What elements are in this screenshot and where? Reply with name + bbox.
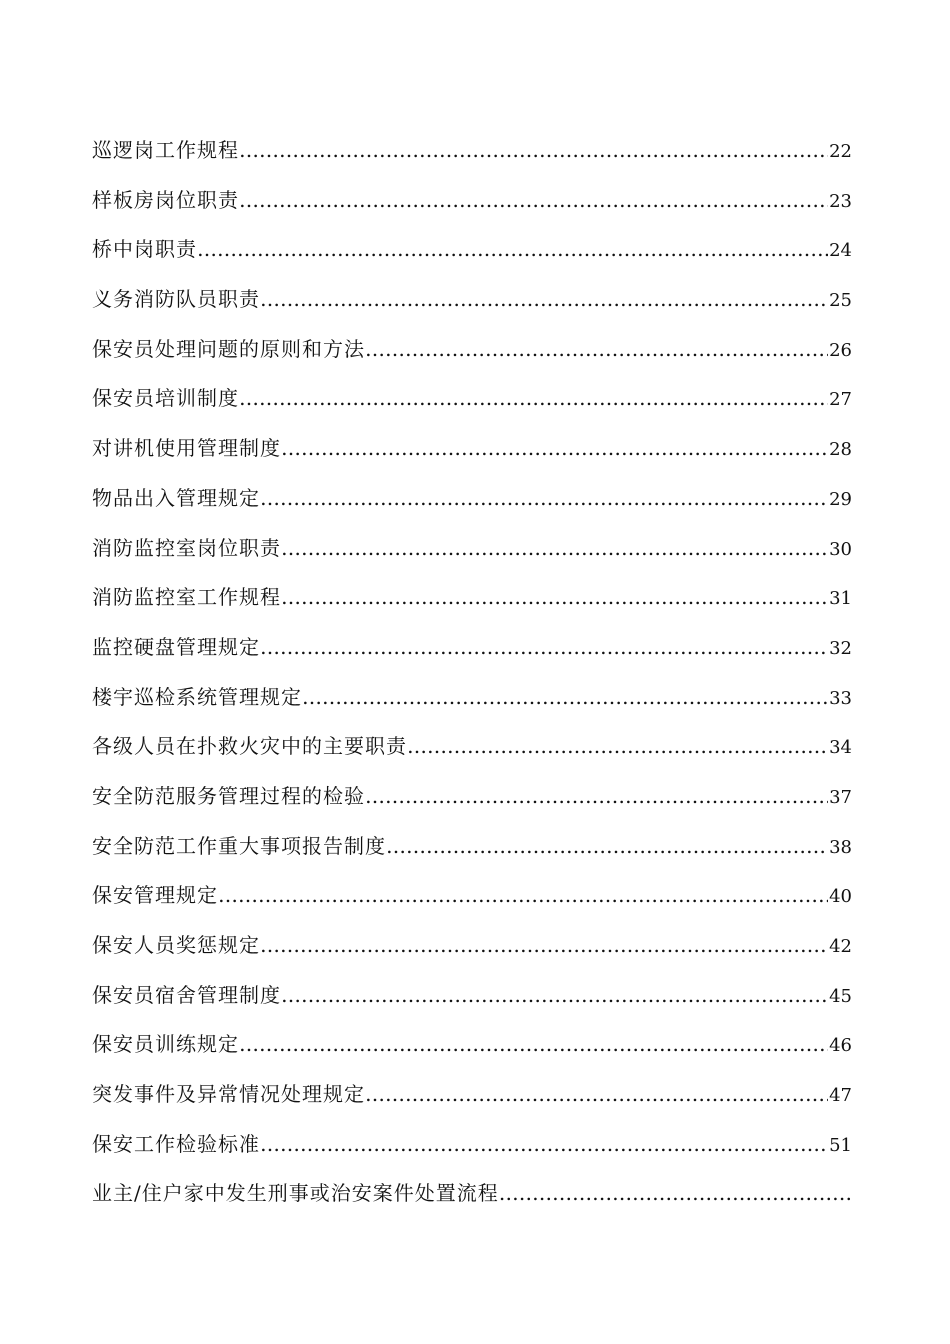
toc-dot-leader <box>197 225 828 275</box>
toc-entry-title: 突发事件及异常情况处理规定 <box>92 1082 365 1107</box>
toc-entry-title: 各级人员在扑救火灾中的主要职责 <box>92 734 407 759</box>
toc-entry-title: 安全防范服务管理过程的检验 <box>92 783 365 808</box>
toc-entry[interactable] <box>92 474 852 524</box>
toc-entry[interactable] <box>92 1120 852 1170</box>
toc-dot-leader <box>218 871 828 921</box>
toc-entry[interactable] <box>92 275 852 325</box>
toc-entry-title: 监控硬盘管理规定 <box>92 634 260 659</box>
toc-dot-leader <box>239 176 828 226</box>
toc-entry-title: 保安工作检验标准 <box>92 1131 260 1156</box>
toc-entry-title: 保安人员奖惩规定 <box>92 933 260 957</box>
toc-entry-title: 对讲机使用管理制度 <box>92 436 281 461</box>
toc-entry-title: 保安员培训制度 <box>92 386 239 411</box>
toc-entry-page: 26 <box>829 339 852 361</box>
toc-entry[interactable] <box>92 524 852 574</box>
toc-entry[interactable] <box>92 225 852 275</box>
toc-entry-page: 46 <box>829 1035 852 1057</box>
toc-entry[interactable] <box>92 126 852 176</box>
toc-dot-leader <box>239 374 828 424</box>
toc-entry[interactable] <box>92 673 852 723</box>
toc-entry[interactable] <box>92 374 852 424</box>
toc-entry-page: 23 <box>829 190 852 212</box>
toc-entry-page: 31 <box>829 588 852 610</box>
toc-dot-leader <box>365 772 828 822</box>
toc-dot-leader <box>407 722 828 772</box>
toc-dot-leader <box>260 1120 828 1170</box>
toc-entry-page: 47 <box>829 1085 852 1107</box>
toc-entry[interactable] <box>92 722 852 772</box>
toc-entry-title: 保安管理规定 <box>92 883 218 908</box>
toc-entry-title: 物品出入管理规定 <box>92 485 260 510</box>
toc-entry-page: 34 <box>829 737 852 759</box>
toc-entry-page: 28 <box>829 439 852 461</box>
toc-dot-leader <box>302 673 828 723</box>
toc-entry-title: 安全防范工作重大事项报告制度 <box>92 833 386 858</box>
toc-entry-title: 楼宇巡检系统管理规定 <box>92 684 302 709</box>
toc-dot-leader <box>260 623 828 673</box>
toc-entry[interactable] <box>92 822 852 872</box>
toc-entry[interactable] <box>92 573 852 623</box>
toc-entry[interactable] <box>92 1169 852 1219</box>
toc-dot-leader <box>260 921 828 971</box>
toc-dot-leader <box>281 971 828 1021</box>
toc-entry-page: 24 <box>829 240 852 262</box>
toc-entry-title: 样板房岗位职责 <box>92 187 239 212</box>
toc-dot-leader <box>365 1070 828 1120</box>
toc-entry-page: 45 <box>829 985 852 1007</box>
toc-dot-leader <box>239 1020 828 1070</box>
toc-dot-leader <box>260 275 828 325</box>
toc-entry-title: 义务消防队员职责 <box>92 287 260 312</box>
toc-entry-title: 保安员训练规定 <box>92 1032 239 1057</box>
toc-entry[interactable] <box>92 971 852 1021</box>
toc-dot-leader <box>260 474 828 524</box>
toc-entry-page: 27 <box>829 389 852 411</box>
toc-entry-title: 巡逻岗工作规程 <box>92 138 239 162</box>
toc-entry[interactable] <box>92 325 852 375</box>
toc-entry-title: 桥中岗职责 <box>92 237 197 262</box>
toc-entry-title: 业主/住户家中发生刑事或治安案件处置流程 <box>92 1181 499 1206</box>
toc-entry[interactable] <box>92 176 852 226</box>
table-of-contents <box>92 126 852 1219</box>
toc-entry-page: 33 <box>829 687 852 709</box>
toc-entry-page: 22 <box>829 141 852 162</box>
toc-entry[interactable] <box>92 871 852 921</box>
toc-entry-page: 51 <box>829 1134 852 1156</box>
toc-dot-leader <box>386 822 828 872</box>
toc-dot-leader <box>281 424 828 474</box>
toc-entry-page: 40 <box>829 886 852 908</box>
toc-dot-leader <box>281 524 828 574</box>
toc-entry-page: 37 <box>829 786 852 808</box>
toc-entry-page: 32 <box>829 637 852 659</box>
toc-entry-title: 消防监控室工作规程 <box>92 585 281 610</box>
toc-entry-page: 25 <box>829 290 852 312</box>
toc-entry[interactable] <box>92 424 852 474</box>
toc-entry-page: 30 <box>829 538 852 560</box>
toc-entry[interactable] <box>92 772 852 822</box>
toc-dot-leader <box>239 126 828 176</box>
toc-entry[interactable] <box>92 921 852 971</box>
toc-dot-leader <box>499 1169 851 1219</box>
toc-entry-page: 29 <box>829 488 852 510</box>
toc-entry-page: 38 <box>829 836 852 858</box>
toc-entry[interactable] <box>92 623 852 673</box>
toc-entry-title: 保安员宿舍管理制度 <box>92 982 281 1007</box>
toc-dot-leader <box>281 573 828 623</box>
toc-dot-leader <box>365 325 828 375</box>
toc-entry-title: 保安员处理问题的原则和方法 <box>92 336 365 361</box>
toc-entry-title: 消防监控室岗位职责 <box>92 535 281 560</box>
toc-entry-page: 42 <box>829 936 852 957</box>
toc-entry[interactable] <box>92 1070 852 1120</box>
toc-entry[interactable] <box>92 1020 852 1070</box>
